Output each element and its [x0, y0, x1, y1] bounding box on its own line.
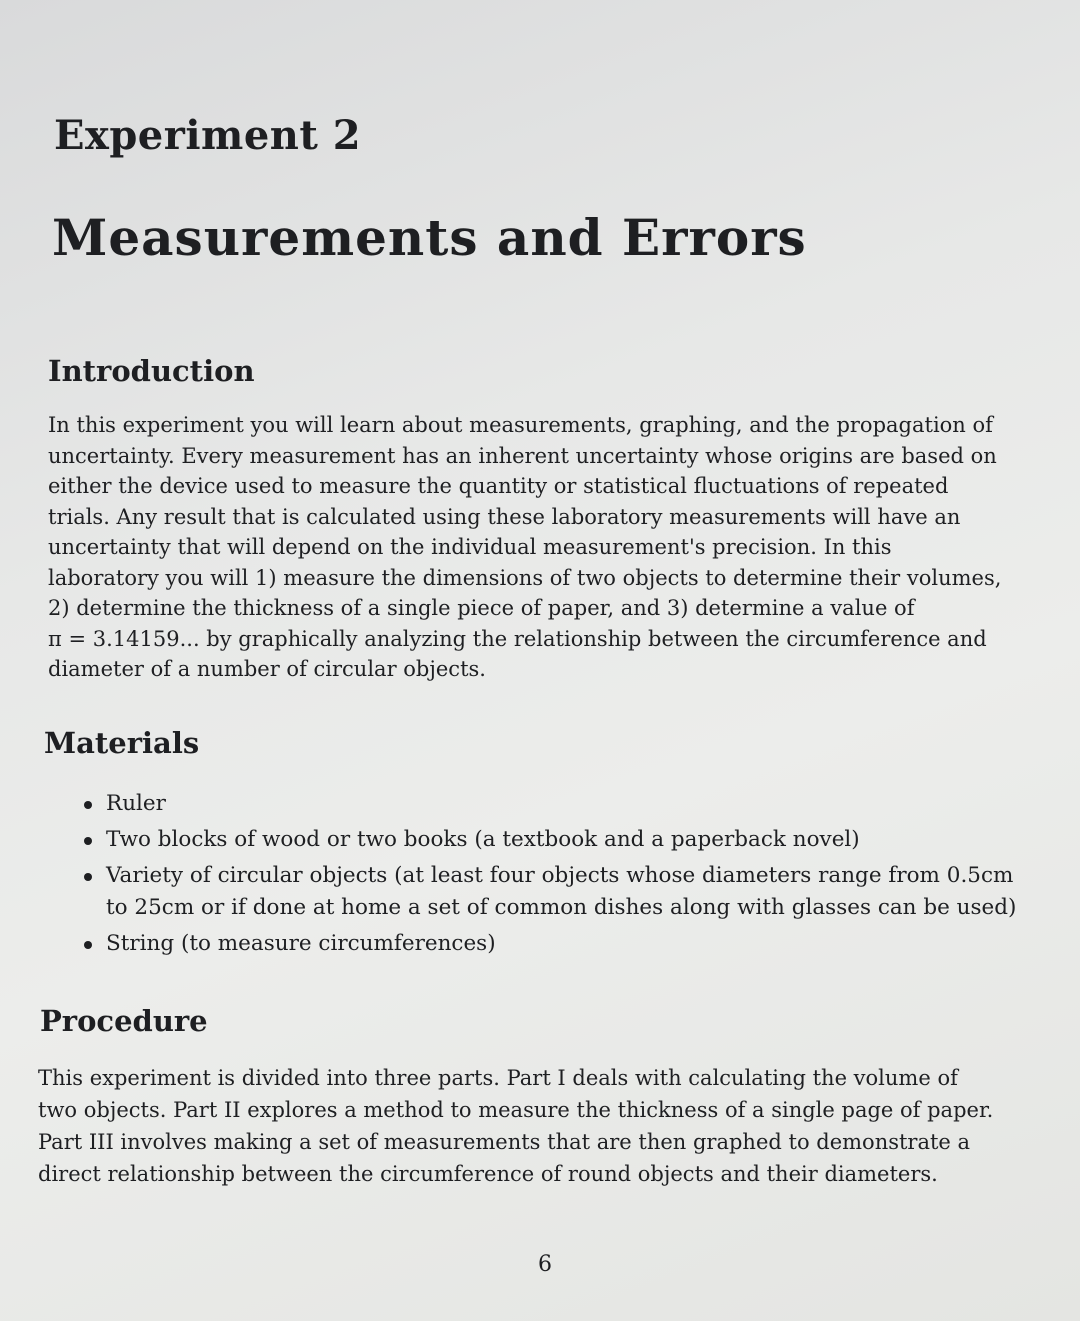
introduction-line: either the device used to measure the quantity or statistical fluctuations of repeated — [48, 474, 949, 498]
procedure-line: Part III involves making a set of measurements that are then graphed to demonstrate a — [38, 1130, 971, 1154]
introduction-heading: Introduction — [48, 354, 255, 388]
chapter-title: Measurements and Errors — [52, 208, 807, 267]
list-item-text: Variety of circular objects (at least four objects whose diameters range from 0.5cm — [106, 863, 1014, 888]
introduction-line: In this experiment you will learn about measurements, graphing, and the propagation of — [48, 413, 993, 437]
procedure-line: direct relationship between the circumference of round objects and their diameters. — [38, 1162, 938, 1186]
chapter-label: Experiment 2 — [54, 112, 362, 159]
materials-heading: Materials — [44, 726, 200, 760]
introduction-line: laboratory you will 1) measure the dimensions of two objects to determine their volumes, — [48, 565, 1002, 590]
list-item — [80, 860, 1040, 924]
list-item — [80, 824, 1040, 856]
procedure-paragraph — [38, 1062, 1023, 1190]
bullet-icon — [84, 941, 92, 949]
bullet-icon — [84, 837, 92, 845]
bullet-icon — [84, 873, 92, 881]
materials-list — [80, 788, 1040, 964]
list-item-text: String (to measure circumferences) — [106, 931, 496, 956]
bullet-icon — [84, 801, 92, 809]
introduction-line: 2) determine the thickness of a single piece of paper, and 3) determine a value of — [48, 596, 915, 620]
page-number: 6 — [538, 1252, 552, 1277]
introduction-line: uncertainty that will depend on the individual measurement's precision. In this — [48, 535, 892, 559]
introduction-line: π = 3.14159... by graphically analyzing the relationship between the circumference and — [48, 626, 987, 651]
introduction-paragraph — [48, 410, 1033, 685]
procedure-heading: Procedure — [40, 1004, 208, 1038]
list-item-text: Two blocks of wood or two books (a textbook and a paperback novel) — [106, 827, 860, 852]
list-item-text: Ruler — [106, 791, 166, 816]
list-item — [80, 788, 1040, 820]
introduction-line: trials. Any result that is calculated using these laboratory measurements will have an — [48, 504, 961, 529]
introduction-line: uncertainty. Every measurement has an inherent uncertainty whose origins are based on — [48, 443, 997, 468]
list-item — [80, 928, 1040, 960]
procedure-line: This experiment is divided into three parts. Part I deals with calculating the volume of — [38, 1066, 958, 1090]
list-item-text: to 25cm or if done at home a set of common dishes along with glasses can be used) — [106, 895, 1017, 920]
introduction-line: diameter of a number of circular objects. — [48, 657, 486, 681]
procedure-line: two objects. Part II explores a method to measure the thickness of a single page of paper. — [38, 1098, 994, 1122]
